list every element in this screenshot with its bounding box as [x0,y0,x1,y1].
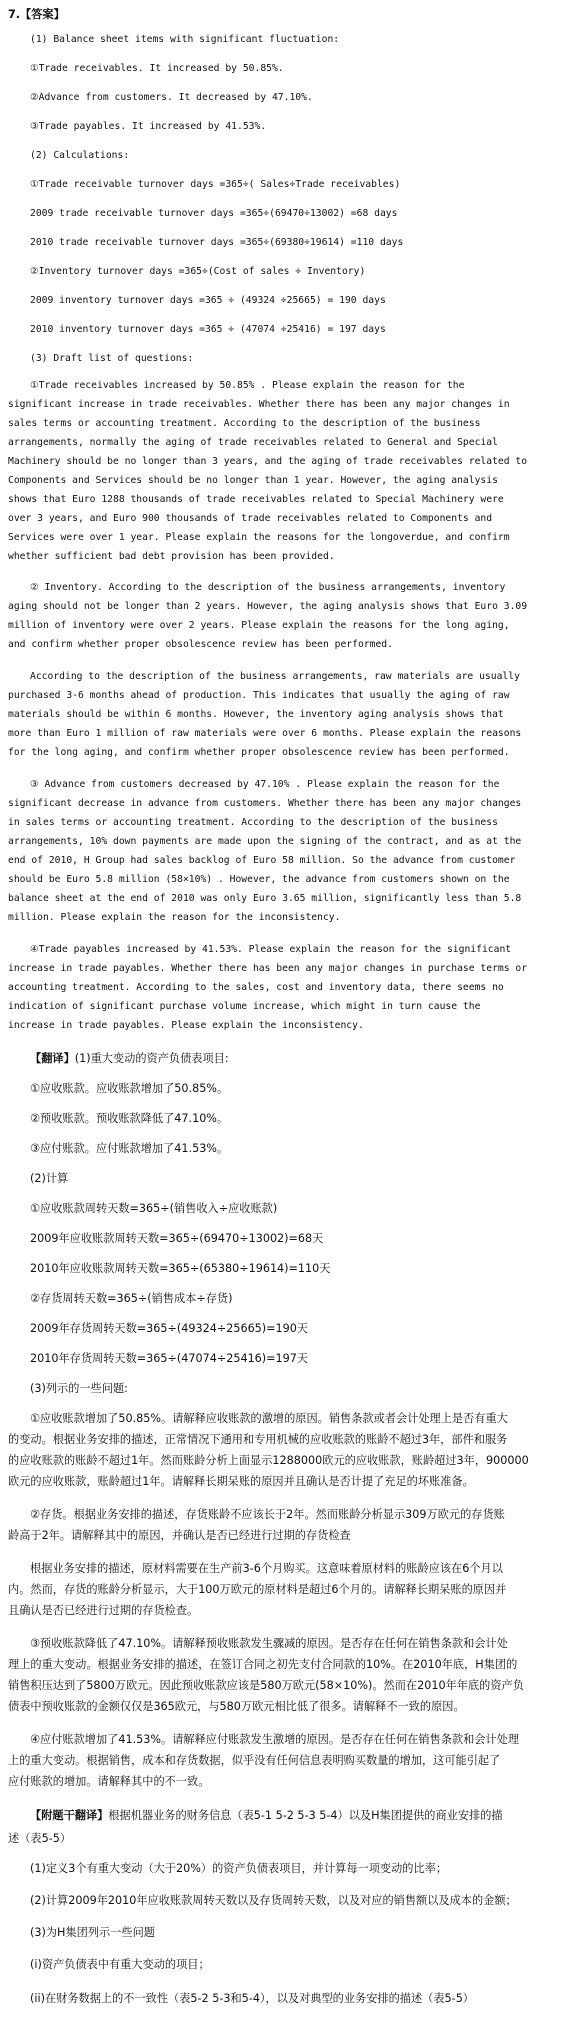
para4-line: should be Euro 5.8 million (58×10%) . However, the advance from customers shown on the [8,874,510,885]
para4-line: balance sheet at the end of 2010 was only Euro 3.65 million, significantly less than 5.8 [8,893,522,904]
translation-line: ②存货周转天数=365÷(销售成本÷存货) [30,1292,233,1305]
translation-line: 2009年应收账款周转天数=365÷(69470÷13002)=68天 [30,1232,324,1245]
para5-line: accounting treatment. According to the sales, cost and inventory data, there seems no [8,982,504,993]
para1-line: Machinery should be no longer than 3 years, and the aging of trade receivables related to [8,456,528,467]
para2-line: and confirm whether proper obsolescence review has been performed. [8,639,393,650]
para5-line: ④Trade payables increased by 41.53%. Please explain the reason for the significant [30,944,512,955]
translation-line: 2010年应收账款周转天数=365÷(65380÷19614)=110天 [30,1262,331,1275]
para4-line: arrangements, 10% down payments are made upon the signing of the contract, and as at the [8,836,522,847]
answer-line: 2010 trade receivable turnover days =365÷(69380÷19614) =110 days [30,237,404,248]
para1-line: Services were over 1 year. Please explain the reasons for the longoverdue, and confirm [8,532,510,543]
translation-line: (3)列示的一些问题: [30,1382,128,1395]
para2-line: aging should not be longer than 2 years. However, the aging analysis shows that Euro 3.09 [8,601,528,612]
para1-line: ①Trade receivables increased by 50.85% . Please explain the reason for the [30,380,465,391]
translation-para4-line: 销售积压达到了5800万欧元。因此预收账款应该是580万欧元(58×10%)。然而在2010年年底的资产负 [8,1679,524,1692]
appendix-line: (i)资产负债表中有重大变动的项目； [30,1958,210,1971]
appendix-line: (ii)在财务数据上的不一致性（表5-2 5-3和5-4），以及对典型的业务安排的描述（表5-5） [30,1992,474,2005]
para1-line: significant increase in trade receivables. Whether there has been any major changes in [8,399,510,410]
para5-line: indication of significant purchase volume increase, which might in turn cause the [8,1001,481,1012]
para3-line: more than Euro 1 million of raw materials were over 6 months. Please explain the reasons [8,728,522,739]
answer-line: (1) Balance sheet items with significant fluctuation: [30,34,340,45]
appendix-line: (1)定义3个有重大变动（大于20%）的资产负债表项目，并计算每一项变动的比率； [30,1862,448,1875]
translation-line: ①应收账款周转天数=365÷(销售收入÷应收账款) [30,1202,278,1215]
answer-heading: 7.【答案】 [8,8,65,21]
translation-para1-line: 的应收账款的账龄不超过1年。然而账龄分析上面显示1288000欧元的应收账款，账龄超过3年，900000 [8,1454,529,1467]
translation-para1-line: 的变动。根据业务安排的描述，正常情况下通用和专用机械的应收账款的账龄不超过3年，部件和服务 [8,1433,508,1446]
translation-para1-line: ①应收账款增加了50.85%。请解释应收账款的激增的原因。销售条款或者会计处理上是否有重大 [30,1412,508,1425]
para1-line: Components and Services should be no longer than 1 year. However, the aging analysis [8,475,498,486]
translation-para4-line: 债表中预收账款的金额仅仅是365欧元，与580万欧元相比低了很多。请解释不一致的原因。 [8,1700,465,1713]
appendix-heading [30,1807,503,1823]
translation-para5-line: 上的重大变动。根据销售，成本和存货数据，似乎没有任何信息表明购买数量的增加，这可能引起了 [8,1754,501,1767]
appendix-label: 【附题干翻译】 [30,1809,109,1822]
translation-para3-line: 根据业务安排的描述，原材料需要在生产前3-6个月购买。这意味着原材料的账龄应该在6个月以 [30,1562,503,1575]
translation-para2-line: ②存货。根据业务安排的描述，存货账龄不应该长于2年。然而账龄分析显示309万欧元的存货账 [30,1508,505,1521]
translation-para4-line: ③预收账款降低了47.10%。请解释预收账款发生骤减的原因。是否存在任何在销售条款和会计处 [30,1637,508,1650]
translation-line: 2009年存货周转天数=365÷(49324÷25665)=190天 [30,1322,309,1335]
answer-line: ③Trade payables. It increased by 41.53%. [30,121,267,132]
answer-line: ②Advance from customers. It decreased by 47.10%. [30,92,313,103]
translation-para5-line: 应付账款的增加。请解释其中的不一致。 [8,1775,210,1788]
answer-line: ②Inventory turnover days =365÷(Cost of sales ÷ Inventory) [30,266,366,277]
para1-line: over 3 years, and Euro 900 thousands of trade receivables related to Components and [8,513,493,524]
para1-line: arrangements, normally the aging of trade receivables related to General and Special [8,437,498,448]
answer-line: (3) Draft list of questions: [30,353,194,364]
appendix-heading-text: 根据机器业务的财务信息（表5-1 5-2 5-3 5-4）以及H集团提供的商业安排的描 [108,1809,503,1822]
para4-line: end of 2010, H Group had sales backlog of Euro 58 million. So the advance from customer [8,855,516,866]
translation-line: ②预收账款。预收账款降低了47.10%。 [30,1112,229,1125]
appendix-heading-text: 述（表5-5） [8,1832,72,1845]
appendix-line: (2)计算2009年2010年应收账款周转天数以及存货周转天数，以及对应的销售额以及成本的金额； [30,1894,517,1907]
para1-line: sales terms or accounting treatment. According to the description of the business [8,418,481,429]
translation-para3-line: 且确认是否已经进行过期的存货检查。 [8,1604,199,1617]
para5-line: increase in trade payables. Whether there has been any major changes in purchase terms or [8,963,528,974]
answer-line: ①Trade receivable turnover days =365÷( Sales÷Trade receivables) [30,179,401,190]
para4-line: in sales terms or accounting treatment. According to the description of the business [8,817,498,828]
para4-line: significant decrease in advance from customers. Whether there has been any major changes [8,798,522,809]
answer-line: (2) Calculations: [30,150,130,161]
para4-line: ③ Advance from customers decreased by 47.10% . Please explain the reason for the [30,779,500,790]
para1-line: shows that Euro 1288 thousands of trade receivables related to Special Machinery were [8,494,504,505]
para5-line: increase in trade payables. Please explain the inconsistency. [8,1020,364,1031]
para3-line: materials should be within 6 months. However, the inventory aging analysis shows that [8,709,504,720]
answer-line: 2009 inventory turnover days =365 ÷ (49324 ÷25665) = 190 days [30,295,386,306]
para3-line: purchased 3-6 months ahead of production. This indicates that usually the aging of raw [8,690,510,701]
para2-line: ② Inventory. According to the description of the business arrangements, inventory [30,582,506,593]
translation-line: ①应收账款。应收账款增加了50.85%。 [30,1082,229,1095]
translation-line: 2010年存货周转天数=365÷(47074÷25416)=197天 [30,1352,309,1365]
answer-line: ①Trade receivables. It increased by 50.85%. [30,63,284,74]
translation-para2-line: 龄高于2年。请解释其中的原因，并确认是否已经进行过期的存货检查 [8,1529,351,1542]
appendix-line: (3)为H集团列示一些问题 [30,1926,155,1939]
para4-line: million. Please explain the reason for the inconsistency. [8,912,341,923]
translation-line: ③应付账款。应付账款增加了41.53%。 [30,1142,229,1155]
answer-line: 2009 trade receivable turnover days =365÷(69470÷13002) =68 days [30,208,398,219]
translation-line: (2)计算 [30,1172,69,1185]
para2-line: million of inventory were over 2 years. Please explain the reasons for the long aging, [8,620,510,631]
translation-para1-line: 欧元的应收账款，账龄超过1年。请解释长期呆账的原因并且确认是否计提了充足的坏账准备。 [8,1475,474,1488]
answer-line: 2010 inventory turnover days =365 ÷ (47074 ÷25416) = 197 days [30,324,386,335]
para1-line: whether sufficient bad debt provision has been provided. [8,551,335,562]
translation-para3-line: 内。然而，存货的账龄分析显示，大于100万欧元的原材料是超过6个月的。请解释长期呆账的原因并 [8,1583,507,1596]
para3-line: for the long aging, and confirm whether proper obsolescence review has been performed. [8,747,510,758]
translation-heading [30,1050,229,1066]
translation-heading-text: (1)重大变动的资产负债表项目: [74,1052,229,1065]
para3-line: According to the description of the business arrangements, raw materials are usually [30,671,520,682]
translation-para5-line: ④应付账款增加了41.53%。请解释应付账款发生激增的原因。是否存在任何在销售条款和会计处理 [30,1733,520,1746]
translation-label: 【翻译】 [30,1052,75,1065]
translation-para4-line: 理上的重大变动。根据业务安排的描述，在签订合同之初先支付合同款的10%。在2010年底，H集团的 [8,1658,518,1671]
